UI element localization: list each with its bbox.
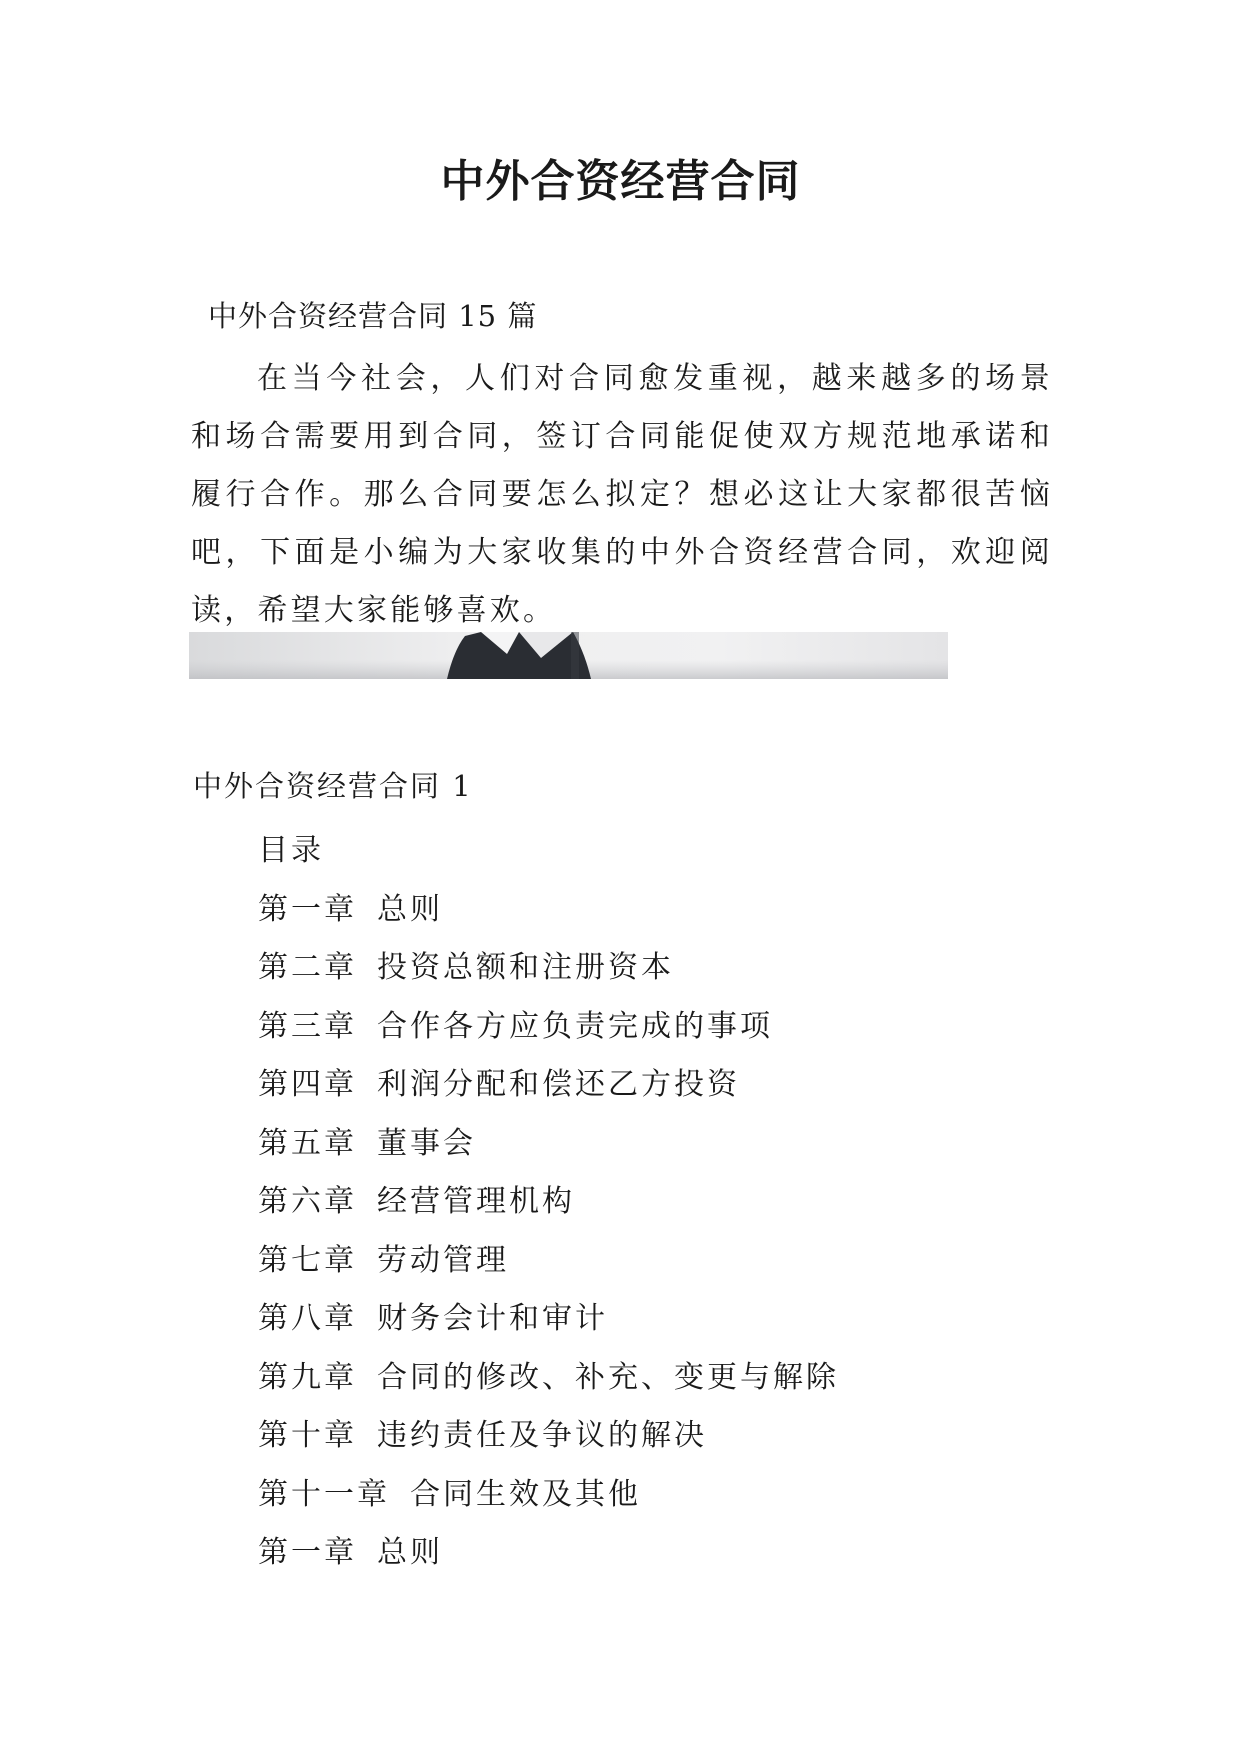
chapter-title: 投资总额和注册资本: [377, 950, 674, 985]
chapter-title: 总则: [377, 1535, 443, 1570]
toc-item: [258, 1115, 839, 1174]
chapter-title: 违约责任及争议的解决: [377, 1418, 707, 1453]
chapter-number: 第九章: [258, 1359, 357, 1395]
chapter-title: 总则: [377, 891, 443, 927]
banner-image: [189, 632, 948, 679]
toc-item: [258, 1407, 839, 1466]
toc-item: [258, 1349, 839, 1408]
toc-item: [258, 1290, 839, 1349]
chapter-number: 第一章: [258, 1535, 357, 1570]
document-subtitle: 中外合资经营合同 15 篇: [208, 299, 538, 333]
chapter-title: 财务会计和审计: [377, 1301, 608, 1336]
toc-item: [258, 998, 839, 1057]
document-title: 中外合资经营合同: [440, 156, 801, 207]
chapter-title: 董事会: [377, 1125, 476, 1161]
chapter-number: 第十章: [258, 1418, 357, 1453]
chapter-number: 第七章: [258, 1242, 357, 1278]
chapter-number: 第八章: [258, 1301, 357, 1336]
toc-item: [258, 1056, 839, 1115]
chapter-title: 合作各方应负责完成的事项: [377, 1008, 773, 1044]
chapter-number: 第六章: [258, 1184, 357, 1219]
chapter-number: 第五章: [258, 1125, 357, 1161]
toc-label: 目录: [258, 833, 324, 868]
table-of-contents: [258, 822, 839, 1583]
chapter-number: 第四章: [258, 1067, 357, 1102]
chapter-title: 利润分配和偿还乙方投资: [377, 1067, 740, 1102]
toc-item: [258, 1232, 839, 1291]
intro-paragraph: 在当今社会，人们对合同愈发重视，越来越多的场景和场合需要用到合同，签订合同能促使双方规范地承诺和履行合作。那么合同要怎么拟定？想必这让大家都很苦恼吧，下面是小编为大家收集的中外合资经营合同，欢迎阅读，希望大家能够喜欢。: [191, 361, 1053, 628]
chapter-number: 第二章: [258, 950, 357, 985]
chapter-title: 合同的修改、补充、变更与解除: [377, 1359, 839, 1395]
toc-item: [258, 1466, 839, 1525]
chapter-title: 经营管理机构: [377, 1184, 575, 1219]
toc-item: [258, 939, 839, 998]
toc-item: [258, 1524, 839, 1583]
toc-item: [258, 1173, 839, 1232]
chapter-number: 第一章: [258, 891, 357, 927]
chapter-title: 合同生效及其他: [410, 1476, 641, 1512]
chapter-title: 劳动管理: [377, 1242, 509, 1278]
chapter-number: 第三章: [258, 1008, 357, 1044]
toc-item: [258, 881, 839, 940]
chapter-number: 第十一章: [258, 1476, 390, 1512]
section-heading: 中外合资经营合同 1: [193, 769, 473, 803]
